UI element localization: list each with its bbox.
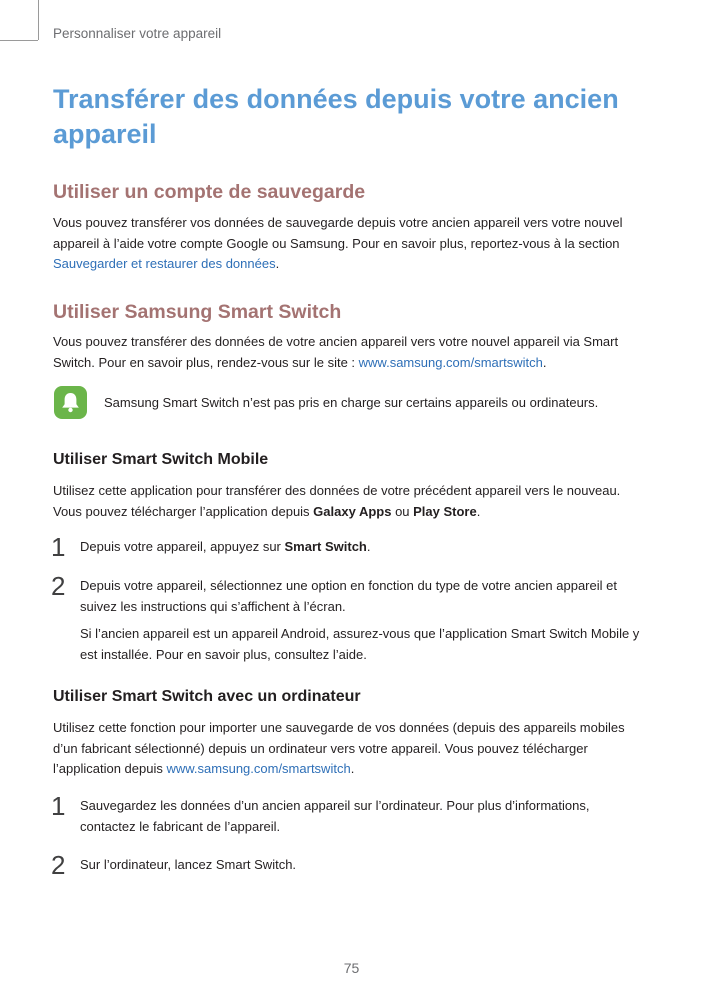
smart-switch-link[interactable]: www.samsung.com/smartswitch [358,354,543,370]
smart-switch-text: Vous pouvez transférer des données de votre ancien appareil vers votre nouvel appareil via Smart Switch. Pour en savoir plus, rendez-vous sur le site : [53,334,619,370]
running-header: Personnaliser votre appareil [53,26,222,41]
corner-mark-horizontal [0,40,38,41]
smart-switch-link-computer[interactable]: www.samsung.com/smartswitch [166,761,351,776]
backup-text: Vous pouvez transférer vos données de sauvegarde depuis votre ancien appareil vers votre nouvel appareil à l’aide votre compte Google ou Samsung. Pour en savoir plus, reportez-vous à la section [53,215,623,251]
step-text: Sauvegardez les données d’un ancien appareil sur l’ordinateur. Pour plus d’informations, contactez le fabricant de l’appareil. [80,798,590,834]
backup-restore-link[interactable]: Sauvegarder et restaurer des données [53,256,276,271]
step-number: 1 [51,791,66,821]
backup-paragraph: Vous pouvez transférer vos données de sauvegarde depuis votre ancien appareil vers votre nouvel appareil à l’aide votre compte Google ou Samsung. Pour en savoir plus, reportez-vous à la section Sauvegarder et restaurer des données. [53,215,623,271]
step-number: 2 [51,850,66,880]
step-number: 2 [51,571,66,601]
step-text: Depuis votre appareil, appuyez sur Smart Switch. [80,539,371,554]
subsection-heading-mobile: Utiliser Smart Switch Mobile [53,451,269,468]
step-text: Sur l’ordinateur, lancez Smart Switch. [80,857,297,872]
bell-icon [54,386,87,419]
smart-switch-label: Smart Switch [284,539,367,554]
page-number: 75 [343,960,360,976]
page-title: Transférer des données depuis votre ancien appareil [53,84,619,149]
computer-intro: Utilisez cette fonction pour importer une sauvegarde de vos données (depuis des appareils mobiles d’un fabricant sélectionné) depuis un ordinateur vers votre appareil. Vous pouvez télécharger l’application depuis www.samsung.com/smartswitch. [53,720,625,776]
section-heading-smart-switch: Utiliser Samsung Smart Switch [53,301,342,323]
mobile-intro: Utilisez cette application pour transférer des données de votre précédent appareil vers le nouveau. Vous pouvez télécharger l’application depuis Galaxy Apps ou Play Store. [53,483,621,519]
smart-switch-paragraph: Vous pouvez transférer des données de votre ancien appareil vers votre nouvel appareil via Smart Switch. Pour en savoir plus, rendez-vous sur le site : www.samsung.com/smartswitch. [53,334,619,370]
section-heading-backup: Utiliser un compte de sauvegarde [53,181,366,203]
step-number: 1 [51,532,66,562]
subsection-heading-computer: Utiliser Smart Switch avec un ordinateur [53,688,361,705]
play-store-label: Play Store [413,503,477,519]
corner-mark-vertical [38,0,39,40]
step-text: Depuis votre appareil, sélectionnez une option en fonction du type de votre ancien appareil et suivez les instructions qui s’affichent à l’écran. [80,578,617,614]
note-text: Samsung Smart Switch n’est pas pris en charge sur certains appareils ou ordinateurs. [104,395,599,410]
galaxy-apps-label: Galaxy Apps [313,503,392,519]
step-extra-text: Si l’ancien appareil est un appareil Android, assurez-vous que l’application Smart Switch Mobile y est installée. Pour en savoir plus, consultez l’aide. [80,626,640,662]
